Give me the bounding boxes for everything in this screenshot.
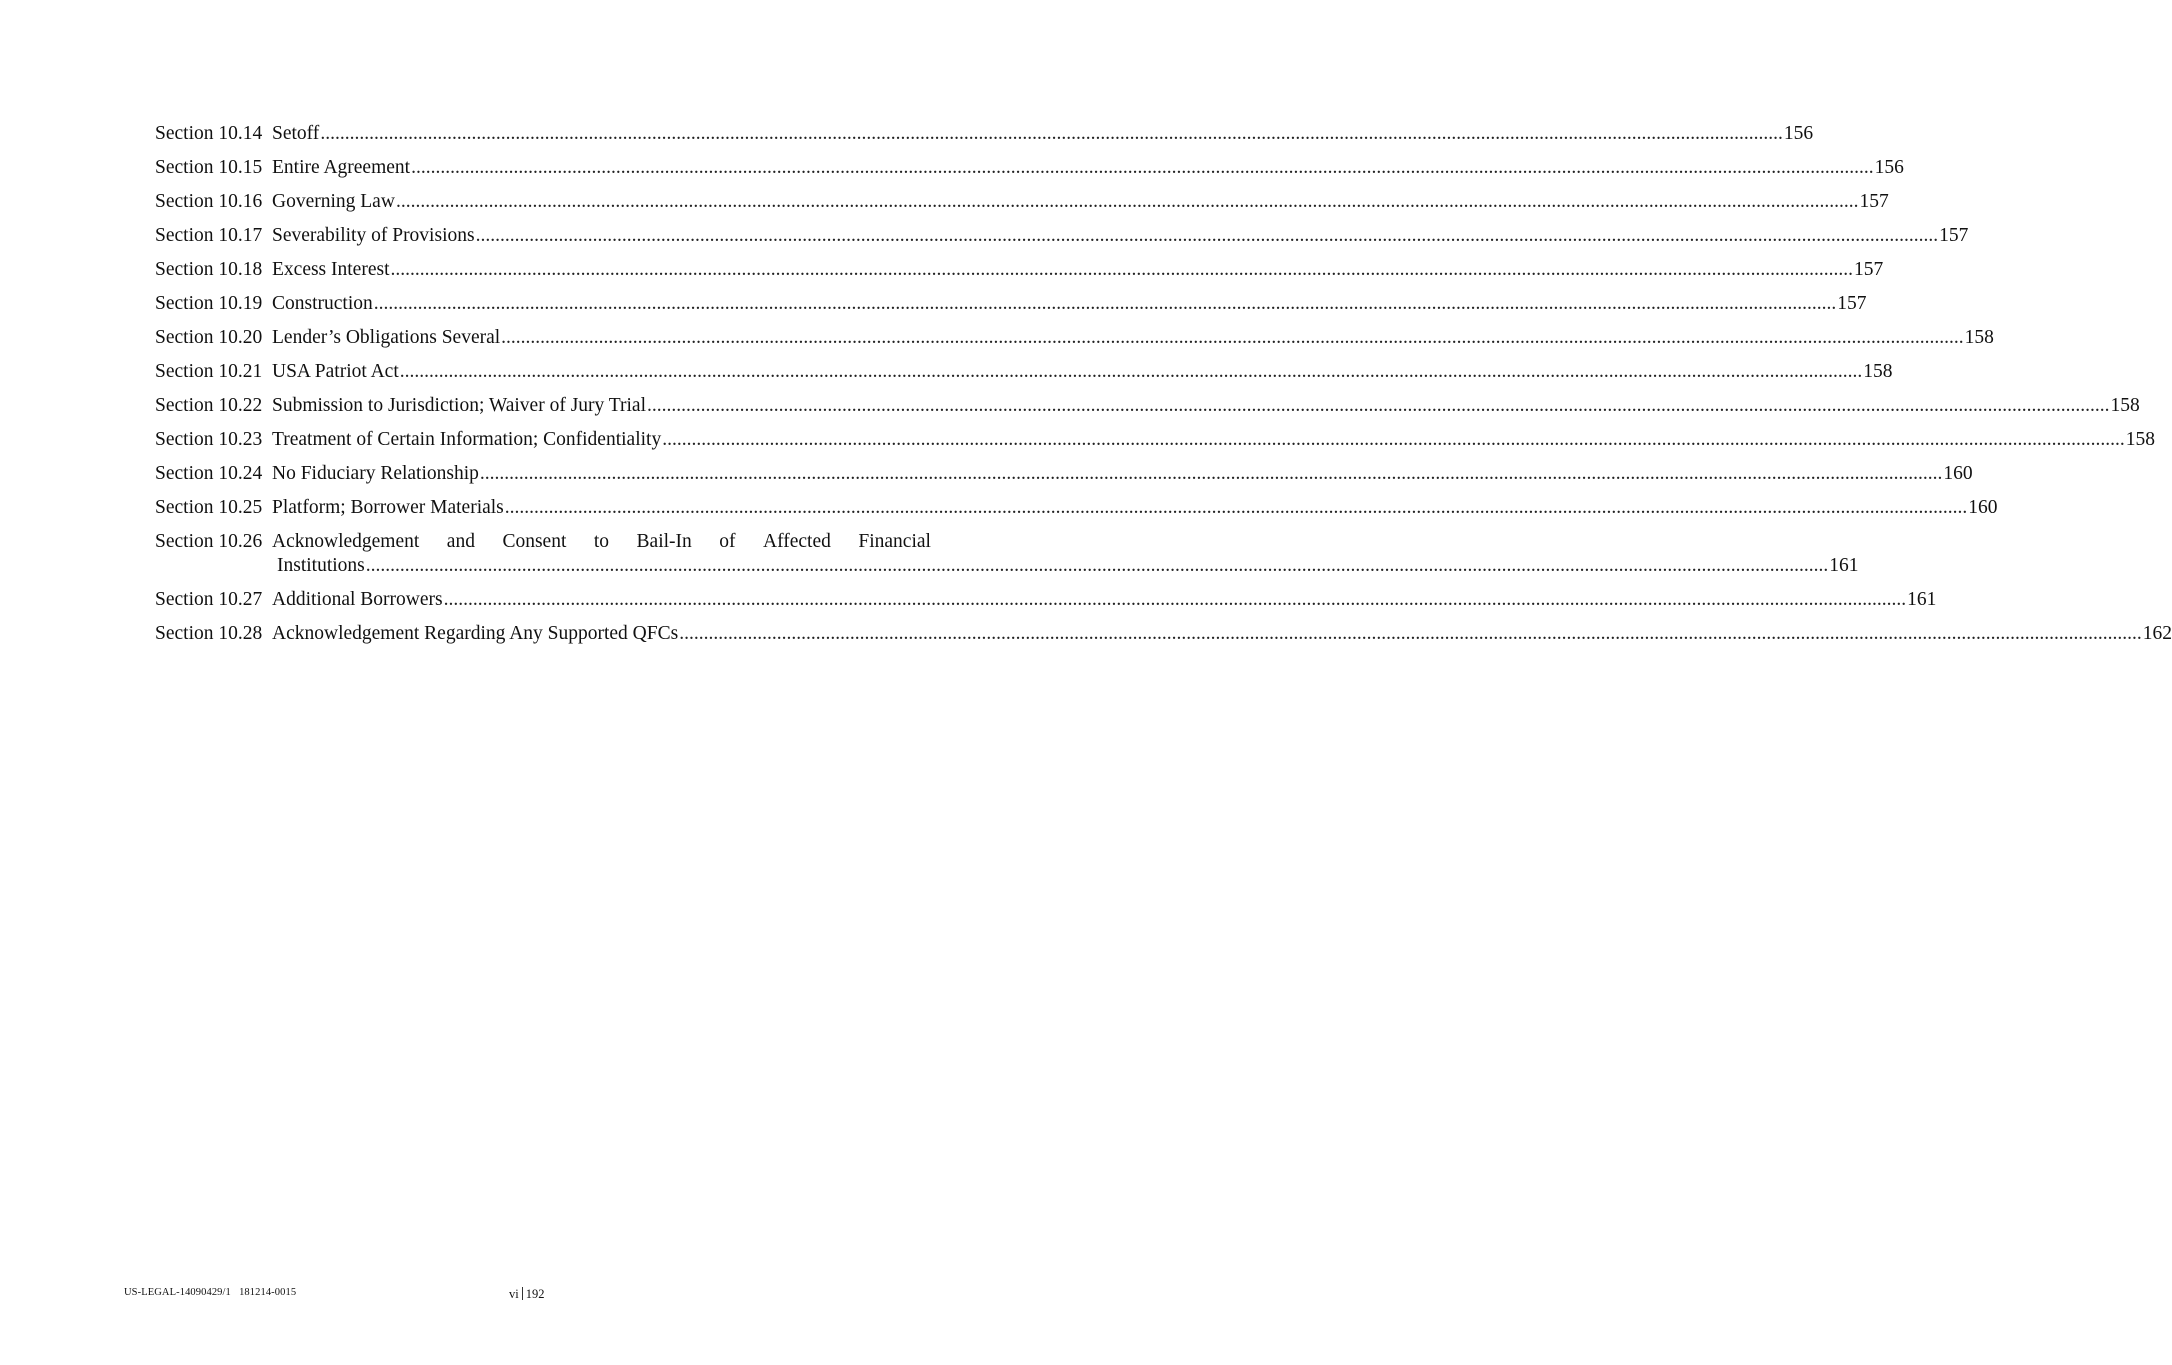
- toc-section-title: No Fiduciary Relationship: [272, 463, 479, 484]
- toc-page-number: 161: [1829, 555, 1859, 576]
- title-word: Consent: [502, 531, 567, 552]
- toc-entry: [155, 588, 1937, 612]
- title-word: and: [446, 531, 475, 552]
- toc-entry: [155, 462, 1973, 486]
- toc-section-title: Platform; Borrower Materials: [272, 497, 504, 518]
- toc-section-title: Acknowledgement Regarding Any Supported QFCs: [272, 623, 679, 644]
- dot-leader: ............................................................................................................................................................................................................................................................................................................: [479, 463, 1943, 484]
- toc-entry: [155, 394, 2140, 418]
- toc-page-number: 157: [1854, 259, 1884, 280]
- dot-leader: ............................................................................................................................................................................................................................................................................................................: [395, 191, 1859, 212]
- toc-entry: [155, 292, 1867, 316]
- toc-section-number: Section 10.25: [155, 497, 263, 518]
- dot-leader: ............................................................................................................................................................................................................................................................................................................: [390, 259, 1853, 280]
- dot-leader: ............................................................................................................................................................................................................................................................................................................: [647, 395, 2110, 416]
- toc-page-number: 158: [2125, 429, 2155, 450]
- toc-page-number: 156: [1783, 123, 1814, 144]
- toc-section-number: Section 10.26: [155, 531, 263, 552]
- title-word: of: [719, 531, 736, 552]
- title-word: to: [593, 531, 610, 552]
- dot-leader: ............................................................................................................................................................................................................................................................................................................: [373, 293, 1837, 314]
- toc-section-number: Section 10.16: [155, 191, 263, 212]
- toc-page-number: 160: [1943, 463, 1973, 484]
- title-word: Acknowledgement: [272, 531, 420, 552]
- page-footer-number: [509, 1287, 544, 1302]
- dot-leader: ............................................................................................................................................................................................................................................................................................................: [443, 589, 1907, 610]
- toc-section-number: Section 10.15: [155, 157, 263, 178]
- toc-entry: [155, 258, 1884, 282]
- toc-page-number: 157: [1859, 191, 1889, 212]
- toc-section-title: Entire Agreement: [272, 157, 411, 178]
- toc-page-number: 157: [1837, 293, 1867, 314]
- toc-entry: [155, 496, 1998, 520]
- dot-leader: ............................................................................................................................................................................................................................................................................................................: [365, 555, 1829, 576]
- toc-section-title: Submission to Jurisdiction; Waiver of Jury Trial: [272, 395, 647, 416]
- toc-page-number: 162: [2142, 623, 2172, 644]
- toc-entry: [155, 326, 1994, 350]
- toc-section-title: Severability of Provisions: [272, 225, 475, 246]
- toc-entry: [155, 190, 1889, 214]
- title-word: Affected: [763, 531, 831, 552]
- toc-section-number: Section 10.27: [155, 589, 263, 610]
- toc-page-number: 157: [1939, 225, 1969, 246]
- toc-page-number: 158: [2110, 395, 2140, 416]
- dot-leader: ............................................................................................................................................................................................................................................................................................................: [501, 327, 1964, 348]
- title-word: Bail-In: [636, 531, 692, 552]
- toc-section-number: Section 10.18: [155, 259, 263, 280]
- toc-section-number: Section 10.20: [155, 327, 263, 348]
- title-word: Financial: [858, 531, 931, 552]
- dot-leader: ............................................................................................................................................................................................................................................................................................................: [411, 157, 1874, 178]
- toc-section-number: Section 10.22: [155, 395, 263, 416]
- page-roman: vi: [509, 1287, 519, 1301]
- toc-section-title: Excess Interest: [272, 259, 390, 280]
- toc-section-title: USA Patriot Act: [272, 361, 399, 382]
- toc-section-number: Section 10.14: [155, 123, 263, 144]
- dot-leader: ............................................................................................................................................................................................................................................................................................................: [679, 623, 2142, 644]
- toc-section-number: Section 10.23: [155, 429, 263, 450]
- toc-entry: [155, 622, 2172, 646]
- toc-entry: [155, 224, 1969, 248]
- toc-entry: [155, 156, 1904, 180]
- toc-section-number: Section 10.21: [155, 361, 263, 382]
- page-number: 192: [525, 1287, 545, 1301]
- toc-page-number: 158: [1863, 361, 1893, 382]
- toc-section-title-continuation: Institutions: [277, 555, 365, 576]
- page-separator: [522, 1287, 523, 1300]
- dot-leader: ............................................................................................................................................................................................................................................................................................................: [504, 497, 1968, 518]
- toc-page-number: 161: [1907, 589, 1937, 610]
- toc-section-title: Lender’s Obligations Several: [272, 327, 501, 348]
- toc-page-number: 160: [1968, 497, 1998, 518]
- toc-section-number: Section 10.17: [155, 225, 263, 246]
- toc-entry: [155, 428, 2155, 452]
- toc-page-number: 158: [1964, 327, 1994, 348]
- toc-entry: [155, 122, 1814, 146]
- doc-id: US-LEGAL-14090429/1: [124, 1287, 231, 1298]
- table-of-contents: [155, 122, 2172, 656]
- dot-leader: ............................................................................................................................................................................................................................................................................................................: [475, 225, 1939, 246]
- toc-page-number: 156: [1874, 157, 1904, 178]
- toc-section-title: Setoff: [272, 123, 320, 144]
- toc-section-number: Section 10.24: [155, 463, 263, 484]
- dot-leader: ............................................................................................................................................................................................................................................................................................................: [399, 361, 1863, 382]
- toc-section-number: Section 10.19: [155, 293, 263, 314]
- toc-section-title: Additional Borrowers: [272, 589, 443, 610]
- toc-entry: [155, 360, 1893, 384]
- doc-code: 181214-0015: [239, 1287, 297, 1298]
- dot-leader: ............................................................................................................................................................................................................................................................................................................: [320, 123, 1783, 144]
- toc-section-title-line2: [155, 554, 1859, 578]
- toc-section-title: Construction: [272, 293, 373, 314]
- dot-leader: ............................................................................................................................................................................................................................................................................................................: [662, 429, 2125, 450]
- toc-section-title: Governing Law: [272, 191, 395, 212]
- document-id: [124, 1287, 296, 1298]
- toc-entry-wrapped: [155, 530, 1859, 578]
- toc-section-number: Section 10.28: [155, 623, 263, 644]
- toc-section-title: Treatment of Certain Information; Confidentiality: [272, 429, 662, 450]
